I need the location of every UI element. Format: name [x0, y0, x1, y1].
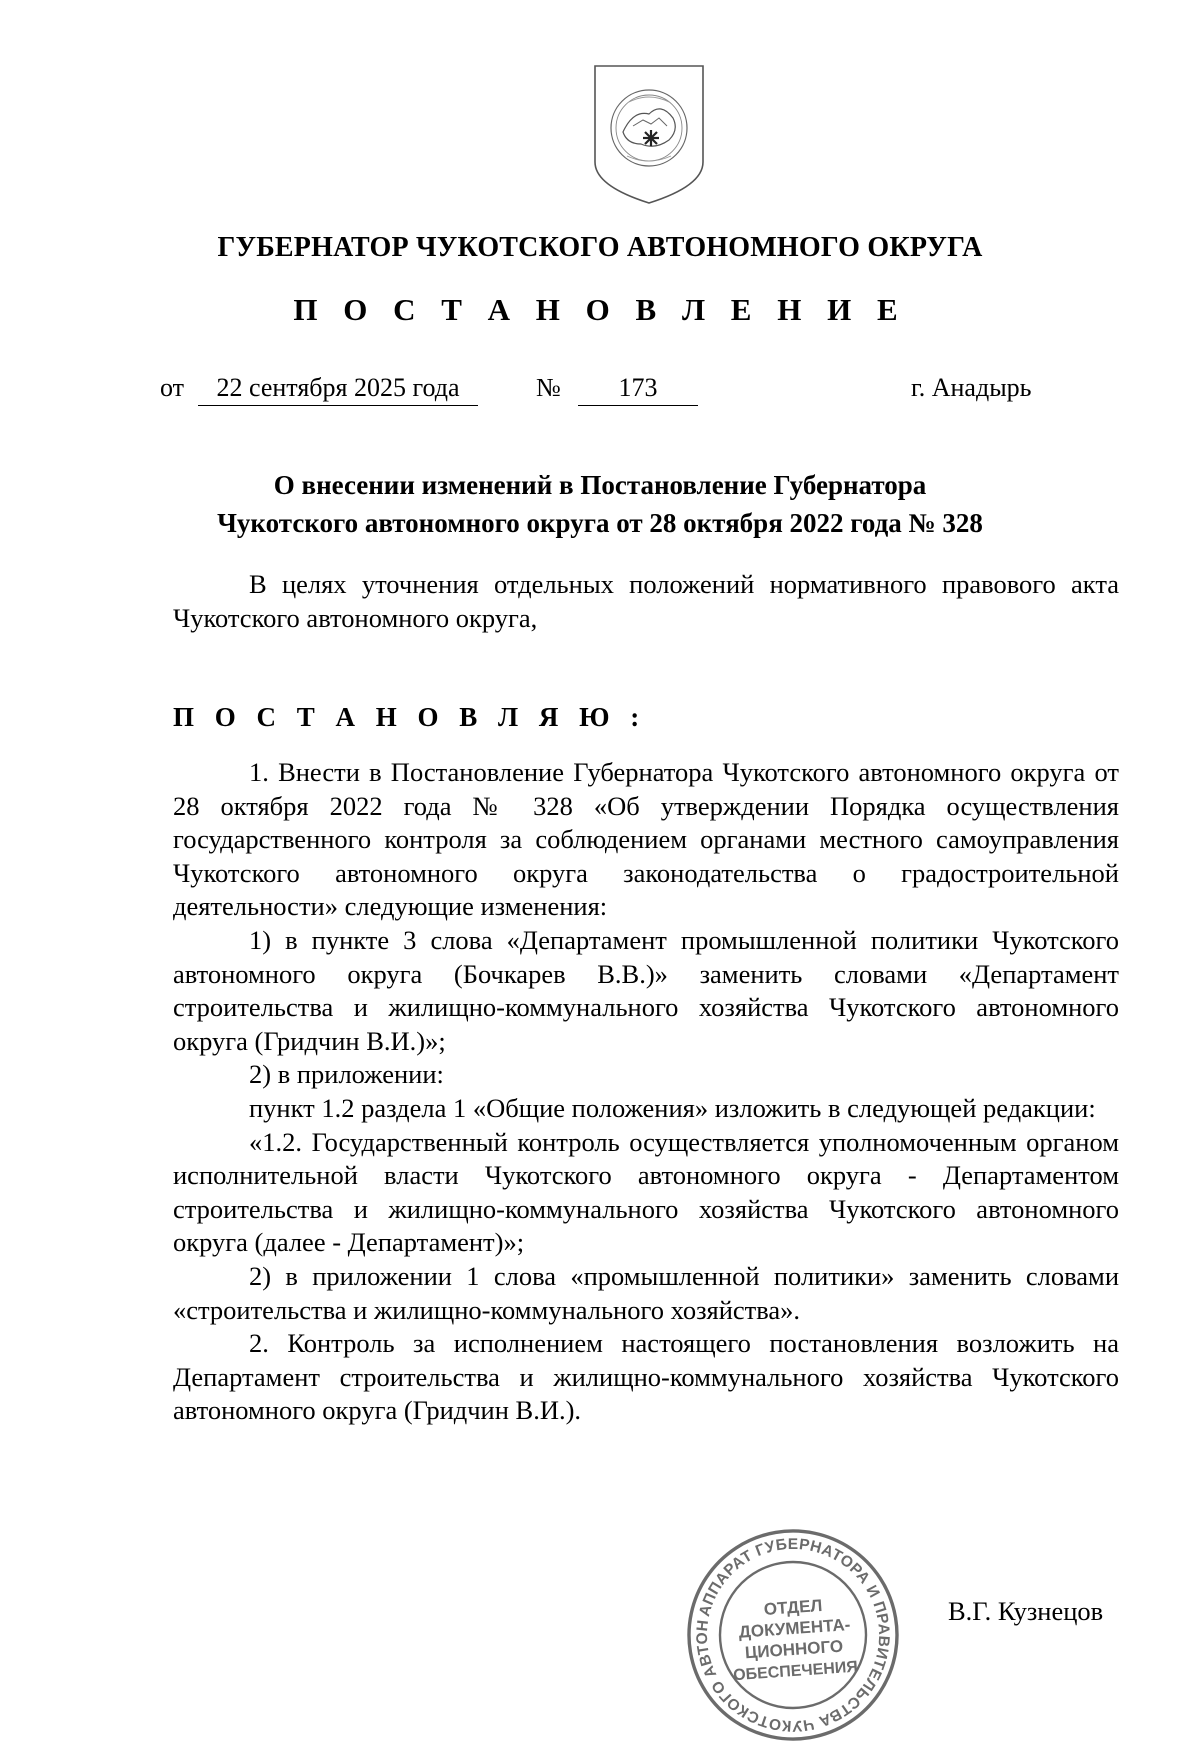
paragraph-1-1: 1) в пункте 3 слова «Департамент промышленной политики Чукотского автономного округа (Бочкарев В.В.)» заменить словами «Департамент строительства и жилищно-коммунального хозяйства Чукотского автономного округа (Гридчин В.И.)»;	[173, 924, 1119, 1056]
paragraph-1-2-quote: «1.2. Государственный контроль осуществляется уполномоченным органом исполнительной власти Чукотского автономного округа - Департаментом строительства и жилищно-коммунального хозяйства Чукотского автономного округа (далее - Департамент)»;	[173, 1126, 1119, 1258]
paragraph-1-2-a: пункт 1.2 раздела 1 «Общие положения» изложить в следующей редакции:	[249, 1092, 1096, 1123]
decree-heading: П О С Т А Н О В Л Я Ю :	[173, 702, 647, 732]
preamble-text: В целях уточнения отдельных положений нормативного правового акта Чукотского автономного округа,	[173, 569, 1119, 633]
stamp-ring-text: АППАРАТ ГУБЕРНАТОРА И ПРАВИТЕЛЬСТВА ЧУКОТСКОГО АВТОНОМНОГО	[693, 1535, 893, 1735]
document-number: 173	[578, 373, 698, 406]
paragraph-1-3: 2) в приложении 1 слова «промышленной политики» заменить словами «строительства и жилищно-коммунального хозяйства».	[173, 1260, 1119, 1325]
document-date: 22 сентября 2025 года	[198, 373, 478, 406]
date-prefix: от	[160, 373, 185, 402]
subject-line-1: О внесении изменений в Постановление Губернатора	[273, 470, 927, 500]
subject-line-2: Чукотского автономного округа от 28 октября 2022 года № 328	[217, 508, 983, 538]
document-meta-row	[0, 373, 1200, 413]
stamp-line-1: ОТДЕЛ	[763, 1595, 823, 1619]
stamp-line-2: ДОКУМЕНТА-	[738, 1615, 851, 1642]
paragraph-2: 2. Контроль за исполнением настоящего постановления возложить на Департамент строительства и жилищно-коммунального хозяйства Чукотского автономного округа (Гридчин В.И.).	[173, 1328, 1119, 1426]
stamp-line-3: ЦИОННОГО	[744, 1636, 844, 1663]
official-stamp	[683, 1525, 903, 1745]
coat-of-arms-icon	[589, 62, 709, 207]
document-subject	[0, 466, 1200, 542]
signatory-name: В.Г. Кузнецов	[948, 1596, 1104, 1626]
paragraph-1-2: 2) в приложении:	[249, 1059, 444, 1090]
number-label: №	[536, 373, 561, 402]
document-body	[173, 756, 1119, 1428]
stamp-line-4: ОБЕСПЕЧЕНИЯ	[732, 1658, 859, 1685]
document-type-title: П О С Т А Н О В Л Е Н И Е	[293, 292, 907, 327]
paragraph-1: 1. Внести в Постановление Губернатора Чукотского автономного округа от 28 октября 2022 года № 328 «Об утверждении Порядка осуществления государственного контроля за соблюдением органами местного самоуправления Чукотского автономного округа законодательства о градостроительной деятельности» следующие изменения:	[173, 757, 1119, 922]
issuing-authority: ГУБЕРНАТОР ЧУКОТСКОГО АВТОНОМНОГО ОКРУГА	[217, 232, 983, 263]
preamble	[173, 568, 1119, 635]
document-city: г. Анадырь	[911, 373, 1032, 402]
